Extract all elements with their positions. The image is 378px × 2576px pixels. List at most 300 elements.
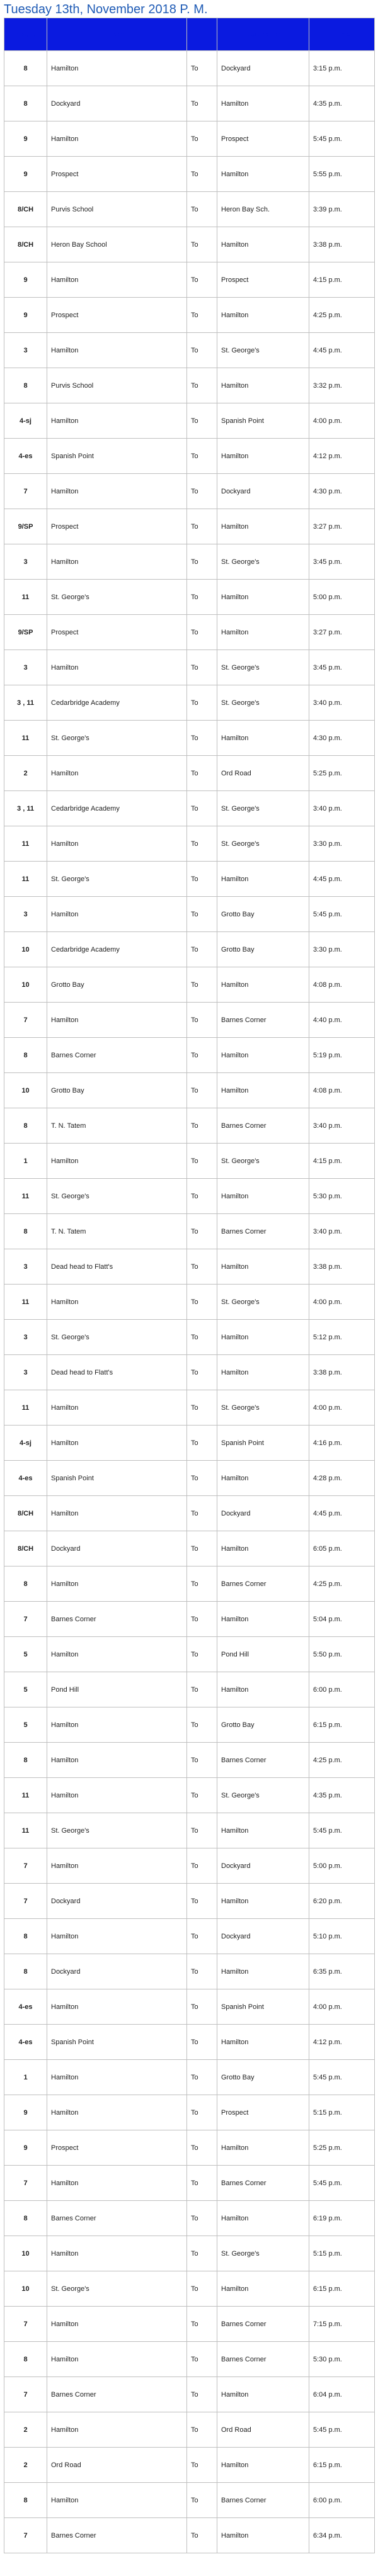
time-cell: 3:40 p.m.	[309, 1214, 375, 1249]
time-cell: 6:20 p.m.	[309, 1884, 375, 1919]
from-cell: T. N. Tatem	[47, 1214, 187, 1249]
route-cell: 9	[4, 2095, 47, 2130]
table-row	[4, 2025, 375, 2060]
time-cell: 4:45 p.m.	[309, 333, 375, 368]
destination-cell: Hamilton	[217, 227, 309, 262]
destination-cell: Hamilton	[217, 439, 309, 474]
from-cell: St. George's	[47, 580, 187, 615]
route-cell: 8	[4, 1566, 47, 1602]
from-cell: Barnes Corner	[47, 2377, 187, 2412]
time-cell: 4:00 p.m.	[309, 403, 375, 439]
table-row	[4, 544, 375, 580]
table-row	[4, 403, 375, 439]
to-cell: To	[187, 1426, 217, 1461]
route-cell: 4-es	[4, 1989, 47, 2025]
route-cell: 11	[4, 1179, 47, 1214]
table-row	[4, 932, 375, 967]
from-cell: Dockyard	[47, 1531, 187, 1566]
from-cell: Hamilton	[47, 897, 187, 932]
table-row	[4, 2518, 375, 2553]
time-cell: 5:45 p.m.	[309, 121, 375, 157]
from-cell: Hamilton	[47, 1778, 187, 1813]
route-cell: 7	[4, 2377, 47, 2412]
destination-cell: Hamilton	[217, 1038, 309, 1073]
destination-cell: Spanish Point	[217, 403, 309, 439]
time-cell: 3:40 p.m.	[309, 685, 375, 721]
table-row	[4, 1989, 375, 2025]
from-cell: Hamilton	[47, 1566, 187, 1602]
route-cell: 9	[4, 262, 47, 298]
destination-cell: St. George's	[217, 2236, 309, 2271]
to-cell: To	[187, 1003, 217, 1038]
to-cell: To	[187, 157, 217, 192]
time-cell: 5:30 p.m.	[309, 1179, 375, 1214]
to-cell: To	[187, 967, 217, 1003]
from-cell: T. N. Tatem	[47, 1108, 187, 1144]
destination-cell: Barnes Corner	[217, 2307, 309, 2342]
from-cell: Barnes Corner	[47, 1038, 187, 1073]
table-row	[4, 1214, 375, 1249]
destination-cell: Hamilton	[217, 298, 309, 333]
route-cell: 11	[4, 721, 47, 756]
from-cell: Hamilton	[47, 1390, 187, 1426]
table-row	[4, 474, 375, 509]
destination-cell: Hamilton	[217, 2377, 309, 2412]
route-cell: 11	[4, 580, 47, 615]
header-row	[4, 18, 375, 51]
to-cell: To	[187, 439, 217, 474]
time-cell: 5:12 p.m.	[309, 1320, 375, 1355]
to-cell: To	[187, 2025, 217, 2060]
table-row	[4, 1637, 375, 1672]
destination-cell: Hamilton	[217, 1073, 309, 1108]
from-cell: Pond Hill	[47, 1672, 187, 1707]
from-cell: Purvis School	[47, 192, 187, 227]
to-cell: To	[187, 721, 217, 756]
time-cell: 6:15 p.m.	[309, 2448, 375, 2483]
route-cell: 7	[4, 2518, 47, 2553]
table-row	[4, 826, 375, 862]
destination-cell: St. George's	[217, 1285, 309, 1320]
destination-cell: Hamilton	[217, 2518, 309, 2553]
time-cell: 5:45 p.m.	[309, 897, 375, 932]
time-cell: 5:30 p.m.	[309, 2342, 375, 2377]
route-cell: 5	[4, 1637, 47, 1672]
route-cell: 3	[4, 1320, 47, 1355]
route-cell: 8/CH	[4, 1531, 47, 1566]
to-cell: To	[187, 2483, 217, 2518]
destination-cell: Ord Road	[217, 2412, 309, 2448]
route-cell: 7	[4, 1848, 47, 1884]
table-row	[4, 439, 375, 474]
from-cell: Hamilton	[47, 2483, 187, 2518]
time-cell: 3:38 p.m.	[309, 1355, 375, 1390]
time-cell: 5:15 p.m.	[309, 2236, 375, 2271]
to-cell: To	[187, 2166, 217, 2201]
from-cell: St. George's	[47, 721, 187, 756]
table-row	[4, 1144, 375, 1179]
to-cell: To	[187, 1707, 217, 1743]
destination-cell: Hamilton	[217, 1249, 309, 1285]
to-cell: To	[187, 509, 217, 544]
table-row	[4, 298, 375, 333]
table-row	[4, 1954, 375, 1989]
to-cell: To	[187, 192, 217, 227]
to-cell: To	[187, 1919, 217, 1954]
destination-cell: Spanish Point	[217, 1989, 309, 2025]
from-cell: Hamilton	[47, 1919, 187, 1954]
to-cell: To	[187, 2130, 217, 2166]
from-cell: Hamilton	[47, 2307, 187, 2342]
route-cell: 5	[4, 1707, 47, 1743]
from-cell: Hamilton	[47, 1285, 187, 1320]
to-cell: To	[187, 1144, 217, 1179]
destination-cell: Hamilton	[217, 2025, 309, 2060]
time-cell: 4:25 p.m.	[309, 298, 375, 333]
time-cell: 4:25 p.m.	[309, 1566, 375, 1602]
route-cell: 7	[4, 1003, 47, 1038]
destination-cell: Hamilton	[217, 1531, 309, 1566]
table-row	[4, 1743, 375, 1778]
destination-cell: Hamilton	[217, 1884, 309, 1919]
destination-cell: Hamilton	[217, 2448, 309, 2483]
from-cell: Dead head to Flatt's	[47, 1249, 187, 1285]
from-cell: Prospect	[47, 615, 187, 650]
to-cell: To	[187, 1637, 217, 1672]
route-cell: 1	[4, 1144, 47, 1179]
destination-cell: Grotto Bay	[217, 2060, 309, 2095]
from-cell: Hamilton	[47, 1707, 187, 1743]
to-cell: To	[187, 2271, 217, 2307]
destination-cell: St. George's	[217, 544, 309, 580]
table-row	[4, 2448, 375, 2483]
route-cell: 7	[4, 474, 47, 509]
time-cell: 4:16 p.m.	[309, 1426, 375, 1461]
table-row	[4, 685, 375, 721]
destination-cell: Hamilton	[217, 2201, 309, 2236]
destination-cell: Hamilton	[217, 2271, 309, 2307]
table-row	[4, 227, 375, 262]
time-cell: 4:00 p.m.	[309, 1989, 375, 2025]
table-row	[4, 580, 375, 615]
route-cell: 3	[4, 650, 47, 685]
destination-cell: Hamilton	[217, 1813, 309, 1848]
table-row	[4, 967, 375, 1003]
table-row	[4, 2166, 375, 2201]
to-cell: To	[187, 1496, 217, 1531]
table-row	[4, 2271, 375, 2307]
destination-cell: Barnes Corner	[217, 2483, 309, 2518]
from-cell: St. George's	[47, 1813, 187, 1848]
from-cell: Hamilton	[47, 650, 187, 685]
table-row	[4, 1531, 375, 1566]
time-cell: 3:40 p.m.	[309, 1108, 375, 1144]
route-cell: 4-sj	[4, 403, 47, 439]
destination-cell: Hamilton	[217, 86, 309, 121]
time-cell: 4:40 p.m.	[309, 1003, 375, 1038]
destination-cell: Hamilton	[217, 580, 309, 615]
time-cell: 4:08 p.m.	[309, 967, 375, 1003]
route-cell: 9	[4, 2130, 47, 2166]
from-cell: Grotto Bay	[47, 967, 187, 1003]
table-row	[4, 1003, 375, 1038]
route-cell: 11	[4, 1285, 47, 1320]
time-cell: 4:45 p.m.	[309, 1496, 375, 1531]
destination-cell: Grotto Bay	[217, 1707, 309, 1743]
from-cell: Spanish Point	[47, 1461, 187, 1496]
to-cell: To	[187, 1179, 217, 1214]
destination-cell: Dockyard	[217, 1919, 309, 1954]
to-cell: To	[187, 2201, 217, 2236]
destination-cell: Barnes Corner	[217, 1743, 309, 1778]
from-cell: Hamilton	[47, 262, 187, 298]
table-row	[4, 2060, 375, 2095]
route-cell: 9/SP	[4, 615, 47, 650]
table-row	[4, 756, 375, 791]
time-cell: 4:45 p.m.	[309, 862, 375, 897]
from-cell: Hamilton	[47, 333, 187, 368]
from-cell: Barnes Corner	[47, 2518, 187, 2553]
route-cell: 10	[4, 2236, 47, 2271]
from-cell: Prospect	[47, 298, 187, 333]
to-cell: To	[187, 615, 217, 650]
table-row	[4, 2201, 375, 2236]
table-row	[4, 51, 375, 86]
from-cell: Hamilton	[47, 2342, 187, 2377]
route-cell: 2	[4, 2412, 47, 2448]
from-cell: Hamilton	[47, 2236, 187, 2271]
route-cell: 8	[4, 51, 47, 86]
time-cell: 4:30 p.m.	[309, 721, 375, 756]
table-row	[4, 192, 375, 227]
to-cell: To	[187, 897, 217, 932]
destination-cell: Ord Road	[217, 756, 309, 791]
to-cell: To	[187, 1355, 217, 1390]
time-cell: 5:25 p.m.	[309, 2130, 375, 2166]
time-cell: 6:00 p.m.	[309, 1672, 375, 1707]
table-row	[4, 791, 375, 826]
destination-cell: St. George's	[217, 826, 309, 862]
table-row	[4, 1038, 375, 1073]
route-cell: 4-es	[4, 2025, 47, 2060]
table-row	[4, 1426, 375, 1461]
route-cell: 7	[4, 1884, 47, 1919]
to-cell: To	[187, 544, 217, 580]
to-cell: To	[187, 1743, 217, 1778]
route-cell: 8/CH	[4, 227, 47, 262]
table-row	[4, 1884, 375, 1919]
route-cell: 8	[4, 1108, 47, 1144]
time-cell: 5:19 p.m.	[309, 1038, 375, 1073]
route-cell: 3	[4, 1355, 47, 1390]
to-cell: To	[187, 403, 217, 439]
from-cell: Dockyard	[47, 1884, 187, 1919]
route-cell: 8	[4, 368, 47, 403]
table-body	[4, 51, 375, 2553]
to-cell: To	[187, 298, 217, 333]
route-cell: 3	[4, 897, 47, 932]
time-cell: 5:25 p.m.	[309, 756, 375, 791]
to-cell: To	[187, 474, 217, 509]
table-row	[4, 368, 375, 403]
route-cell: 10	[4, 1073, 47, 1108]
table-row	[4, 1249, 375, 1285]
from-cell: Spanish Point	[47, 439, 187, 474]
destination-cell: Hamilton	[217, 2130, 309, 2166]
to-cell: To	[187, 1285, 217, 1320]
from-cell: Hamilton	[47, 51, 187, 86]
table-row	[4, 121, 375, 157]
time-cell: 4:15 p.m.	[309, 262, 375, 298]
destination-cell: Hamilton	[217, 157, 309, 192]
from-cell: Prospect	[47, 157, 187, 192]
header-to	[187, 18, 217, 51]
from-cell: Hamilton	[47, 544, 187, 580]
destination-cell: Dockyard	[217, 1496, 309, 1531]
from-cell: St. George's	[47, 1320, 187, 1355]
time-cell: 4:35 p.m.	[309, 86, 375, 121]
route-cell: 5	[4, 1672, 47, 1707]
table-row	[4, 1496, 375, 1531]
time-cell: 5:00 p.m.	[309, 1848, 375, 1884]
time-cell: 3:45 p.m.	[309, 544, 375, 580]
time-cell: 3:39 p.m.	[309, 192, 375, 227]
table-row	[4, 1285, 375, 1320]
header-route: Route	[4, 18, 47, 51]
table-row	[4, 1919, 375, 1954]
time-cell: 4:00 p.m.	[309, 1285, 375, 1320]
time-cell: 3:30 p.m.	[309, 826, 375, 862]
to-cell: To	[187, 650, 217, 685]
time-cell: 6:35 p.m.	[309, 1954, 375, 1989]
to-cell: To	[187, 1989, 217, 2025]
route-cell: 3	[4, 544, 47, 580]
route-cell: 2	[4, 2448, 47, 2483]
from-cell: Hamilton	[47, 2166, 187, 2201]
route-cell: 9/SP	[4, 509, 47, 544]
table-row	[4, 333, 375, 368]
route-cell: 10	[4, 932, 47, 967]
from-cell: Barnes Corner	[47, 1602, 187, 1637]
time-cell: 3:45 p.m.	[309, 650, 375, 685]
route-cell: 10	[4, 967, 47, 1003]
route-cell: 8	[4, 1743, 47, 1778]
table-row	[4, 1566, 375, 1602]
to-cell: To	[187, 1073, 217, 1108]
table-row	[4, 1778, 375, 1813]
destination-cell: Prospect	[217, 121, 309, 157]
from-cell: Dockyard	[47, 1954, 187, 1989]
from-cell: Purvis School	[47, 368, 187, 403]
destination-cell: Dockyard	[217, 51, 309, 86]
table-row	[4, 897, 375, 932]
from-cell: Hamilton	[47, 1426, 187, 1461]
destination-cell: Hamilton	[217, 1461, 309, 1496]
to-cell: To	[187, 1954, 217, 1989]
from-cell: Prospect	[47, 509, 187, 544]
to-cell: To	[187, 1778, 217, 1813]
destination-cell: Dockyard	[217, 1848, 309, 1884]
table-row	[4, 157, 375, 192]
destination-cell: Hamilton	[217, 368, 309, 403]
from-cell: Hamilton	[47, 403, 187, 439]
from-cell: Hamilton	[47, 826, 187, 862]
time-cell: 4:15 p.m.	[309, 1144, 375, 1179]
to-cell: To	[187, 932, 217, 967]
time-cell: 4:08 p.m.	[309, 1073, 375, 1108]
table-row	[4, 1602, 375, 1637]
route-cell: 4-es	[4, 1461, 47, 1496]
to-cell: To	[187, 826, 217, 862]
route-cell: 3	[4, 1249, 47, 1285]
time-cell: 3:15 p.m.	[309, 51, 375, 86]
route-cell: 11	[4, 1778, 47, 1813]
route-cell: 11	[4, 826, 47, 862]
time-cell: 5:45 p.m.	[309, 2060, 375, 2095]
route-cell: 8	[4, 1919, 47, 1954]
table-row	[4, 1813, 375, 1848]
time-cell: 6:15 p.m.	[309, 2271, 375, 2307]
to-cell: To	[187, 2377, 217, 2412]
time-cell: 5:55 p.m.	[309, 157, 375, 192]
to-cell: To	[187, 791, 217, 826]
from-cell: Hamilton	[47, 1637, 187, 1672]
time-cell: 3:27 p.m.	[309, 615, 375, 650]
destination-cell: Barnes Corner	[217, 2166, 309, 2201]
route-cell: 8	[4, 2483, 47, 2518]
table-row	[4, 1073, 375, 1108]
time-cell: 4:30 p.m.	[309, 474, 375, 509]
destination-cell: Grotto Bay	[217, 897, 309, 932]
route-cell: 7	[4, 2307, 47, 2342]
route-cell: 11	[4, 862, 47, 897]
route-cell: 8	[4, 1038, 47, 1073]
table-row	[4, 1707, 375, 1743]
time-cell: 5:15 p.m.	[309, 2095, 375, 2130]
destination-cell: Hamilton	[217, 615, 309, 650]
table-row	[4, 1390, 375, 1426]
time-cell: 6:05 p.m.	[309, 1531, 375, 1566]
header-from: From	[47, 18, 187, 51]
destination-cell: Hamilton	[217, 1672, 309, 1707]
destination-cell: Grotto Bay	[217, 932, 309, 967]
from-cell: St. George's	[47, 862, 187, 897]
table-row	[4, 1179, 375, 1214]
table-row	[4, 2095, 375, 2130]
table-row	[4, 2412, 375, 2448]
time-cell: 6:00 p.m.	[309, 2483, 375, 2518]
to-cell: To	[187, 2518, 217, 2553]
to-cell: To	[187, 862, 217, 897]
destination-cell: St. George's	[217, 1390, 309, 1426]
route-cell: 9	[4, 121, 47, 157]
table-row	[4, 1355, 375, 1390]
destination-cell: St. George's	[217, 1778, 309, 1813]
to-cell: To	[187, 227, 217, 262]
to-cell: To	[187, 2307, 217, 2342]
to-cell: To	[187, 1320, 217, 1355]
time-cell: 3:30 p.m.	[309, 932, 375, 967]
time-cell: 5:00 p.m.	[309, 580, 375, 615]
route-cell: 8	[4, 1214, 47, 1249]
destination-cell: Dockyard	[217, 474, 309, 509]
to-cell: To	[187, 121, 217, 157]
time-cell: 5:04 p.m.	[309, 1602, 375, 1637]
to-cell: To	[187, 2342, 217, 2377]
to-cell: To	[187, 1390, 217, 1426]
time-cell: 3:27 p.m.	[309, 509, 375, 544]
destination-cell: Hamilton	[217, 721, 309, 756]
